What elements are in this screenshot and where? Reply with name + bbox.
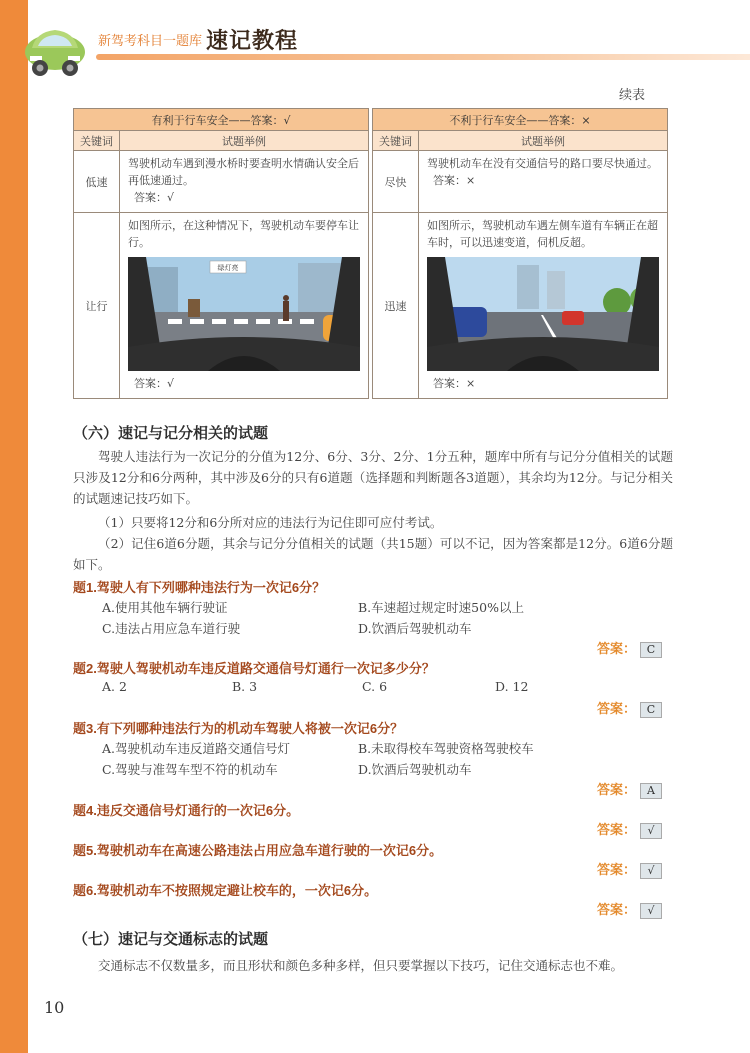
car-logo-icon bbox=[20, 18, 90, 78]
question-6: 题6.驾驶机动车不按照规定避让校车的，一次记6分。 bbox=[73, 883, 378, 898]
keyword-cell: 迅速 bbox=[373, 213, 419, 399]
table-unsafe bbox=[372, 108, 668, 399]
option: C. 6 bbox=[362, 679, 388, 694]
table-unsafe-header: 不利于行车安全——答案：× bbox=[373, 109, 668, 131]
example-answer: 答案：× bbox=[433, 174, 476, 187]
header-line bbox=[96, 54, 750, 60]
keyword-cell: 尽快 bbox=[373, 151, 419, 213]
option: B. 3 bbox=[232, 679, 258, 694]
option: A.使用其他车辆行驶证 bbox=[102, 600, 228, 615]
option: A.驾驶机动车违反道路交通信号灯 bbox=[102, 741, 291, 756]
scene-sign-text: 绿灯亮 bbox=[217, 264, 239, 272]
answer-box: √ bbox=[640, 823, 662, 839]
option: B.未取得校车驾驶资格驾驶校车 bbox=[358, 741, 534, 756]
header-subtitle: 新驾考科目一题库 bbox=[98, 33, 203, 48]
answer-2: 答案： C bbox=[597, 698, 662, 718]
section-7-title: （七）速记与交通标志的试题 bbox=[73, 931, 269, 948]
answer-4: 答案： √ bbox=[597, 819, 662, 839]
example-cell bbox=[419, 151, 668, 213]
option: D.饮酒后驾驶机动车 bbox=[358, 762, 472, 777]
example-answer: 答案：√ bbox=[134, 191, 175, 204]
option: B.车速超过规定时速50%以上 bbox=[358, 600, 524, 615]
section-7-intro: 交通标志不仅数量多，而且形状和颜色多种多样，但只要掌握以下技巧，记住交通标志也不难。 bbox=[98, 958, 624, 973]
example-cell bbox=[120, 213, 369, 399]
header-title: 速记教程 bbox=[206, 28, 299, 53]
question-4: 题4.违反交通信号灯通行的一次记6分。 bbox=[73, 803, 300, 818]
question-2: 题2.驾驶人驾驶机动车违反道路交通信号灯通行一次记多少分？ bbox=[73, 661, 435, 676]
driving-scene-crosswalk-image bbox=[128, 257, 360, 371]
question-5: 题5.驾驶机动车在高速公路违法占用应急车道行驶的一次记6分。 bbox=[73, 843, 443, 858]
table-safe bbox=[73, 108, 369, 399]
continued-label: 续表 bbox=[618, 88, 645, 103]
example-answer: 答案：√ bbox=[134, 377, 175, 390]
section-6-tip-1: （1）只要将12分和6分所对应的违法行为记住即可应付考试。 bbox=[98, 515, 443, 530]
answer-box: A bbox=[640, 783, 662, 799]
table-safe-header: 有利于行车安全——答案：√ bbox=[74, 109, 369, 131]
option: D. 12 bbox=[495, 679, 529, 694]
driving-scene-overtake-image bbox=[427, 257, 659, 371]
example-text: 驾驶机动车遇到漫水桥时要查明水情确认安全后再低速通过。 bbox=[128, 157, 359, 187]
example-cell bbox=[419, 213, 668, 399]
page-number: 10 bbox=[44, 998, 65, 1017]
col-keyword: 关键词 bbox=[74, 131, 120, 151]
left-color-bar bbox=[0, 0, 28, 1053]
option: D.饮酒后驾驶机动车 bbox=[358, 621, 472, 636]
answer-box: √ bbox=[640, 903, 662, 919]
example-answer: 答案：× bbox=[433, 377, 476, 390]
answer-1: 答案： C bbox=[597, 638, 662, 658]
page-header bbox=[16, 14, 750, 80]
section-6-intro: 驾驶人违法行为一次记分的分值为12分、6分、3分、2分、1分五种，题库中所有与记分分值相关的试题只涉及12分和6分两种，其中涉及6分的只有6道题（选择题和判断题各3道题），其余均为12分。与记分相关的试题速记技巧如下。 bbox=[73, 449, 673, 506]
example-text: 如图所示，驾驶机动车遇左侧车道有车辆正在超车时，可以迅速变道，伺机反超。 bbox=[427, 219, 658, 249]
answer-6: 答案： √ bbox=[597, 899, 662, 919]
col-example: 试题举例 bbox=[120, 131, 369, 151]
question-3: 题3.有下列哪种违法行为的机动车驾驶人将被一次记6分？ bbox=[73, 721, 404, 736]
answer-box: C bbox=[640, 642, 662, 658]
table-row bbox=[373, 213, 668, 399]
answer-box: √ bbox=[640, 863, 662, 879]
table-row bbox=[373, 151, 668, 213]
option: C.违法占用应急车道行驶 bbox=[102, 621, 241, 636]
example-text: 驾驶机动车在没有交通信号的路口要尽快通过。 bbox=[427, 157, 658, 170]
keyword-cell: 低速 bbox=[74, 151, 120, 213]
option: A. 2 bbox=[102, 679, 127, 694]
answer-3: 答案： A bbox=[597, 779, 662, 799]
section-6-title: （六）速记与记分相关的试题 bbox=[73, 425, 269, 442]
table-row bbox=[74, 213, 369, 399]
keyword-cell: 让行 bbox=[74, 213, 120, 399]
example-text: 如图所示，在这种情况下，驾驶机动车要停车让行。 bbox=[128, 219, 359, 249]
option: C.驾驶与准驾车型不符的机动车 bbox=[102, 762, 278, 777]
example-cell bbox=[120, 151, 369, 213]
question-1: 题1.驾驶人有下列哪种违法行为一次记6分？ bbox=[73, 580, 326, 595]
section-6-tip-2: （2）记住6道6分题，其余与记分分值相关的试题（共15题）可以不记，因为答案都是12分。6道6分题如下。 bbox=[73, 536, 673, 572]
answer-box: C bbox=[640, 702, 662, 718]
answer-5: 答案： √ bbox=[597, 859, 662, 879]
table-row bbox=[74, 151, 369, 213]
col-example: 试题举例 bbox=[419, 131, 668, 151]
col-keyword: 关键词 bbox=[373, 131, 419, 151]
